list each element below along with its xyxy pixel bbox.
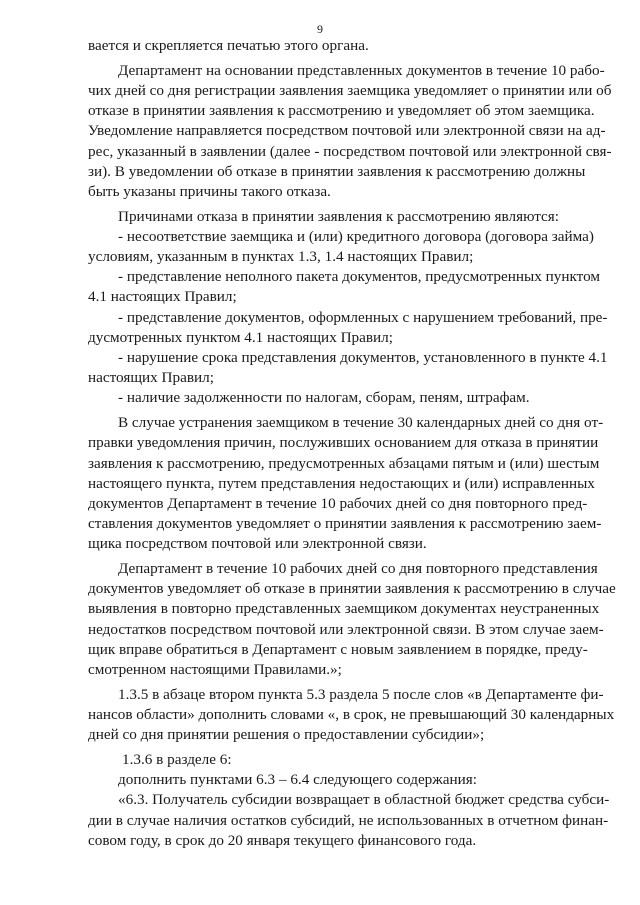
text-line: зи). В уведомлении об отказе в принятии заявления к рассмотрению должны: [88, 162, 586, 180]
text-line: документов уведомляет об отказе в принятии заявления к рассмотрению в случае: [88, 580, 616, 598]
text-line: дополнить пунктами 6.3 – 6.4 следующего содержания:: [118, 771, 477, 789]
text-line: Департамент в течение 10 рабочих дней со дня повторного представления: [118, 560, 598, 578]
text-line: В случае устранения заемщиком в течение 30 календарных дней со дня от-: [118, 414, 604, 432]
text-line: настоящих Правил;: [88, 369, 214, 387]
text-line: «6.3. Получатель субсидии возвращает в областной бюджет средства субси-: [118, 791, 610, 809]
page-number: 9: [317, 22, 323, 36]
text-line: чих дней со дня регистрации заявления заемщика уведомляет о принятии или об: [88, 81, 612, 99]
text-line: Уведомление направляется посредством почтовой или электронной связи на ад-: [88, 122, 606, 140]
text-line: щика посредством почтовой или электронной связи.: [88, 535, 427, 553]
text-line: заявления к рассмотрению, предусмотренных абзацами пятым и (или) шестым: [88, 454, 600, 472]
text-line: настоящего пункта, путем представления недостающих и (или) исправленных: [88, 474, 595, 492]
text-line: документов Департамент в течение 10 рабочих дней со дня повторного пред-: [88, 494, 588, 512]
text-line: дии в случае наличия остатков субсидий, не использованных в отчетном финан-: [88, 811, 609, 829]
text-line: 1.3.5 в абзаце втором пункта 5.3 раздела 5 после слов «в Департаменте фи-: [118, 685, 604, 703]
text-line: выявления в повторно представленных заемщиком документах неустраненных: [88, 600, 600, 618]
text-line: условиям, указанным в пунктах 1.3, 1.4 настоящих Правил;: [88, 248, 474, 266]
text-line: 1.3.6 в разделе 6:: [122, 750, 232, 768]
text-line: ставления документов уведомляет о принятии заявления к рассмотрению заем-: [88, 515, 602, 533]
text-line: - нарушение срока представления документов, установленного в пункте 4.1: [118, 349, 608, 366]
text-line: отказе в принятии заявления к рассмотрению и уведомляет об этом заемщика.: [88, 102, 595, 120]
text-line: быть указаны причины такого отказа.: [88, 182, 331, 200]
text-line: недостатков посредством почтовой или электронной связи. В этом случае заем-: [88, 620, 604, 638]
text-line: смотренном настоящими Правилами.»;: [88, 661, 342, 678]
text-line: 4.1 настоящих Правил;: [88, 288, 237, 306]
text-line: Причинами отказа в принятии заявления к рассмотрению являются:: [118, 207, 559, 225]
document-body: [88, 36, 616, 851]
text-line: совом году, в срок до 20 января текущего финансового года.: [88, 831, 477, 849]
text-line: - несоответствие заемщика и (или) кредитного договора (договора займа): [118, 227, 594, 245]
text-line: вается и скрепляется печатью этого органа.: [88, 37, 369, 54]
text-line: рес, указанный в заявлении (далее - посредством почтовой или электронной свя-: [88, 142, 612, 160]
text-line: нансов области» дополнить словами «, в срок, не превышающий 30 календарных: [88, 705, 615, 723]
text-line: Департамент на основании представленных документов в течение 10 рабо-: [118, 61, 605, 79]
text-line: щик вправе обратиться в Департамент с новым заявлением в порядке, преду-: [88, 640, 588, 658]
text-line: правки уведомления причин, послуживших основанием для отказа в принятии: [88, 434, 599, 452]
text-line: дней со дня принятии решения о предоставлении субсидии»;: [88, 726, 485, 744]
text-line: - представление неполного пакета документов, предусмотренных пунктом: [118, 268, 601, 286]
text-line: - представление документов, оформленных с нарушением требований, пре-: [118, 308, 608, 326]
text-line: дусмотренных пунктом 4.1 настоящих Правил;: [88, 328, 393, 346]
text-line: - наличие задолженности по налогам, сборам, пеням, штрафам.: [118, 389, 530, 407]
